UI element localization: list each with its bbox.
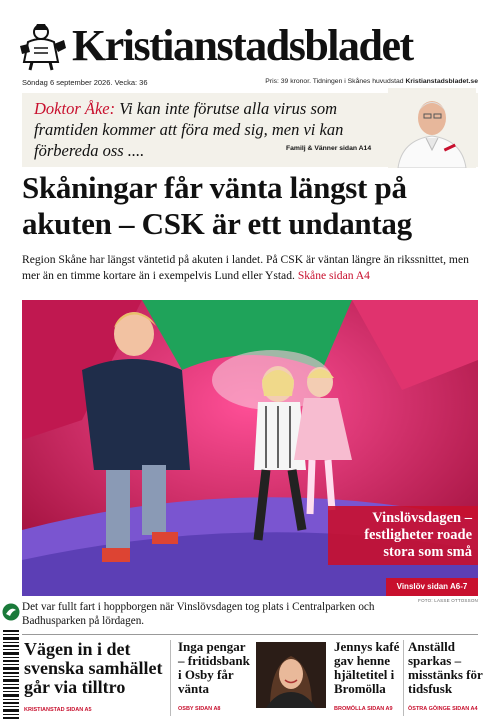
bottom-teaser-1-headline: Vägen in i det svenska samhället går via tilltro bbox=[24, 639, 163, 697]
column-divider bbox=[403, 640, 404, 716]
bottom-teaser-4[interactable] bbox=[408, 640, 484, 716]
bottom-divider bbox=[22, 634, 478, 635]
photo-credit: FOTO: LASSE OTTOSSON bbox=[418, 598, 478, 603]
price-line bbox=[265, 78, 478, 85]
photo-caption: Det var fullt fart i hoppborgen när Vinslövsdagen tog plats i Centralparken och Badhusparken på lördagen. bbox=[22, 601, 375, 627]
website-link[interactable]: Kristianstadsbladet.se bbox=[405, 78, 478, 85]
bottom-teaser-3-headline: Jennys kafé gav henne hjältetitel i Bromölla bbox=[334, 639, 400, 696]
ecolabel-icon bbox=[2, 603, 20, 621]
bottom-teaser-1-ref: KRISTIANSTAD SIDAN A5 bbox=[24, 707, 92, 713]
bottom-teaser-2-ref: OSBY SIDAN A8 bbox=[178, 706, 221, 712]
barcode-icon bbox=[3, 630, 19, 720]
bottom-teaser-4-headline: Anställd sparkas – misstänks för tidsfusk bbox=[408, 639, 483, 696]
column-divider bbox=[170, 640, 171, 716]
teaser-page-ref[interactable]: Familj & Vänner sidan A14 bbox=[286, 145, 372, 152]
lede-page-ref[interactable]: Skåne sidan A4 bbox=[297, 269, 370, 282]
main-lede bbox=[22, 252, 484, 284]
logo-icon bbox=[14, 22, 68, 72]
dateline: Söndag 6 september 2026. Vecka: 36 bbox=[22, 78, 148, 87]
bottom-teaser-4-ref: ÖSTRA GÖINGE SIDAN A4 bbox=[408, 706, 478, 712]
jenny-portrait bbox=[256, 642, 326, 708]
bottom-teaser-3[interactable] bbox=[334, 640, 402, 716]
photo-headline[interactable]: Vinslövsdagen – festligheter roade stora som små bbox=[328, 506, 478, 565]
bottom-teaser-1[interactable] bbox=[24, 640, 164, 720]
doctor-portrait bbox=[388, 88, 476, 168]
price-text: Pris: 39 kronor. Tidningen i Skånes huvudstad bbox=[265, 78, 404, 85]
photo-page-ref[interactable]: Vinslöv sidan A6-7 bbox=[386, 578, 478, 596]
masthead-title: Kristianstadsbladet bbox=[72, 21, 413, 70]
bottom-teaser-2-headline: Inga pengar – fritidsbank i Osby får vänta bbox=[178, 639, 250, 696]
teaser-speaker: Doktor Åke: bbox=[34, 99, 116, 118]
main-headline[interactable]: Skåningar får vänta längst på akuten – CSK är ett undantag bbox=[22, 170, 412, 241]
bottom-teaser-2[interactable] bbox=[178, 640, 252, 716]
lede-text: Region Skåne har längst väntetid på akuten i landet. På CSK är väntan längre än rikssnittet, men mer än en timme kortare än i exempelvis Lund eller Ystad. bbox=[22, 253, 469, 282]
bottom-teaser-3-ref: BROMÖLLA SIDAN A9 bbox=[334, 706, 393, 712]
teaser-quote-text: Vi kan inte förutse alla virus som framtiden kommer att föra med sig, men vi kan förbereda oss .... bbox=[34, 99, 344, 160]
